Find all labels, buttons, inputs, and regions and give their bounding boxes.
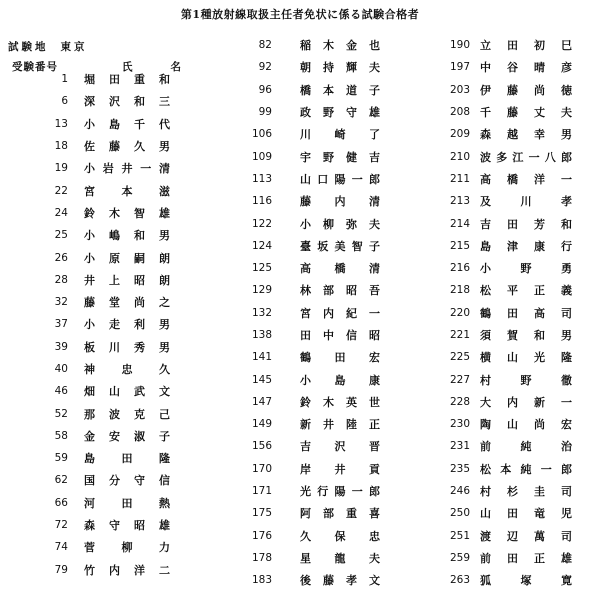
candidate-name: 政野守雄	[300, 106, 380, 120]
candidate-name: 小島千代	[84, 117, 170, 131]
exam-number: 147	[251, 395, 272, 408]
result-row	[448, 101, 572, 123]
exam-site-value: 東京	[60, 41, 88, 53]
candidate-name: 吉沢晋	[300, 440, 380, 454]
candidate-name: 波多江一八郎	[480, 150, 572, 164]
exam-number: 116	[251, 195, 272, 208]
result-row	[448, 145, 572, 167]
result-row	[250, 145, 380, 167]
exam-number: 141	[251, 351, 272, 364]
candidate-name: 陶山尚宏	[480, 418, 572, 432]
exam-number: 46	[54, 385, 68, 398]
exam-number: 66	[54, 496, 68, 509]
result-row	[0, 246, 170, 268]
exam-number: 221	[449, 329, 470, 341]
result-row	[250, 324, 380, 346]
exam-number: 1	[61, 73, 68, 86]
candidate-name: 金安淑子	[84, 429, 170, 443]
exam-number: 99	[258, 106, 272, 119]
exam-number: 263	[449, 574, 470, 587]
result-row	[250, 413, 380, 435]
candidate-name: 朝持輝夫	[300, 61, 380, 75]
candidate-name: 島田隆	[84, 452, 170, 466]
candidate-name: 深沢和三	[84, 95, 170, 109]
candidate-name: 前田正雄	[480, 551, 572, 565]
exam-number: 24	[54, 206, 68, 219]
result-row	[0, 291, 170, 313]
result-row	[250, 235, 380, 257]
exam-number: 19	[54, 162, 68, 175]
exam-number: 209	[449, 128, 470, 141]
exam-number: 176	[251, 529, 272, 542]
candidate-name: 国分守信	[84, 474, 170, 488]
candidate-name: 宮内紀一	[300, 306, 380, 320]
result-row	[0, 380, 170, 402]
candidate-name: 臺坂美智子	[300, 239, 380, 253]
candidate-name: 村杉圭司	[480, 485, 572, 499]
candidate-name: 前純治	[480, 440, 572, 454]
result-row	[448, 569, 572, 591]
candidate-name: 星龍夫	[300, 551, 380, 565]
candidate-name: 宇野健吉	[300, 150, 380, 164]
candidate-name: 畑山武文	[84, 385, 170, 399]
result-row	[250, 302, 380, 324]
candidate-name: 小走利男	[84, 318, 170, 332]
result-row	[0, 202, 170, 224]
result-row	[448, 525, 572, 547]
exam-number: 227	[449, 373, 470, 386]
result-row	[0, 469, 170, 491]
result-row	[0, 157, 170, 179]
result-row	[250, 525, 380, 547]
result-row	[448, 168, 572, 190]
exam-number: 52	[54, 407, 68, 420]
result-row	[448, 212, 572, 234]
candidate-name: 小嶋和男	[84, 229, 170, 243]
exam-number: 28	[54, 273, 68, 286]
candidate-name: 及川孝	[480, 195, 572, 209]
name-header: 氏名	[122, 61, 219, 73]
candidate-name: 阿部重喜	[300, 507, 380, 521]
exam-number: 213	[449, 195, 470, 208]
exam-number: 13	[54, 117, 68, 130]
exam-number: 72	[54, 519, 68, 532]
candidate-name: 小柳弥夫	[300, 217, 380, 231]
result-row	[448, 324, 572, 346]
candidate-name: 小原嗣朗	[84, 251, 170, 265]
candidate-name: 林部昭吾	[300, 284, 380, 298]
result-row	[250, 34, 380, 56]
candidate-name: 稲木金也	[300, 39, 380, 53]
candidate-name: 川崎了	[300, 128, 380, 142]
exam-number: 171	[251, 485, 272, 498]
result-row	[0, 135, 170, 157]
result-row	[448, 547, 572, 569]
exam-number: 96	[258, 83, 272, 96]
result-row	[0, 336, 170, 358]
result-row	[250, 257, 380, 279]
result-row	[0, 269, 170, 291]
exam-number: 203	[449, 83, 470, 96]
exam-number: 39	[54, 340, 68, 353]
result-row	[0, 447, 170, 469]
candidate-name: 井上昭朗	[84, 273, 170, 287]
exam-number: 156	[251, 440, 272, 453]
exam-number: 190	[449, 39, 470, 52]
result-row	[250, 123, 380, 145]
result-row	[250, 279, 380, 301]
result-row	[250, 480, 380, 502]
candidate-name: 横山光隆	[480, 351, 572, 365]
candidate-name: 高橋清	[300, 262, 380, 276]
page-title: 第1種放射線取扱主任者免状に係る試験合格者	[180, 8, 420, 21]
candidate-name: 吉田芳和	[480, 217, 572, 231]
candidate-name: 田中信昭	[300, 329, 380, 342]
exam-number: 211	[449, 172, 470, 185]
candidate-name: 渡辺萬司	[480, 529, 572, 543]
result-row	[250, 79, 380, 101]
result-row	[0, 514, 170, 536]
result-row	[250, 212, 380, 234]
candidate-name: 堀田重和	[84, 73, 170, 87]
exam-number: 113	[251, 172, 272, 185]
candidate-name: 山田竜児	[480, 507, 572, 521]
result-row	[250, 435, 380, 457]
candidate-name: 宮本滋	[84, 184, 170, 198]
candidate-name: 大内新一	[480, 395, 572, 409]
exam-number: 32	[54, 296, 68, 309]
exam-number: 231	[449, 440, 470, 453]
results-column-2	[250, 34, 380, 591]
candidate-name: 村野徹	[480, 373, 572, 387]
candidate-name: 光行陽一郎	[300, 485, 380, 499]
exam-number: 220	[449, 306, 470, 319]
result-row	[0, 90, 170, 112]
exam-number: 74	[54, 541, 68, 554]
candidate-name: 小島康	[300, 373, 380, 387]
result-row	[250, 346, 380, 368]
exam-number: 6	[61, 95, 68, 108]
candidate-name: 神忠久	[84, 363, 170, 376]
candidate-name: 鶴田高司	[480, 306, 572, 320]
result-row	[0, 68, 170, 90]
exam-number: 37	[54, 318, 68, 331]
candidate-name: 河田熱	[84, 496, 170, 510]
result-row	[448, 123, 572, 145]
result-row	[448, 79, 572, 101]
candidate-name: 中谷晴彦	[480, 61, 572, 75]
exam-number: 138	[251, 329, 272, 341]
candidate-name: 菅柳力	[84, 541, 170, 555]
exam-number: 18	[54, 140, 68, 153]
results-column-3	[448, 34, 572, 591]
exam-number: 26	[54, 251, 68, 264]
exam-number: 106	[251, 128, 272, 141]
exam-number: 92	[258, 61, 272, 74]
exam-number: 58	[54, 429, 68, 442]
exam-number: 149	[251, 418, 272, 431]
candidate-name: 那波克己	[84, 407, 170, 421]
result-row	[448, 34, 572, 56]
result-row	[0, 113, 170, 135]
exam-number: 215	[449, 239, 470, 252]
result-row	[448, 190, 572, 212]
candidate-name: 鈴木英世	[300, 395, 380, 409]
result-row	[250, 502, 380, 524]
exam-number: 197	[449, 61, 470, 74]
exam-number: 79	[54, 563, 68, 576]
result-row	[250, 547, 380, 569]
exam-site-row	[8, 39, 88, 54]
result-row	[448, 279, 572, 301]
exam-number: 216	[449, 262, 470, 275]
exam-number: 122	[251, 217, 272, 230]
exam-number: 175	[251, 507, 272, 520]
exam-number: 109	[251, 150, 272, 163]
exam-number: 214	[449, 217, 470, 230]
exam-number: 210	[449, 150, 470, 163]
exam-number: 259	[449, 551, 470, 564]
result-row	[250, 190, 380, 212]
candidate-name: 山口陽一郎	[300, 172, 380, 186]
candidate-name: 鶴田宏	[300, 351, 380, 365]
exam-number: 225	[449, 351, 470, 364]
candidate-name: 森守昭雄	[84, 519, 170, 533]
candidate-name: 久保忠	[300, 529, 380, 543]
result-row	[250, 458, 380, 480]
exam-number: 124	[251, 239, 272, 252]
result-row	[448, 56, 572, 78]
candidate-name: 小岩井一清	[84, 162, 170, 176]
exam-site-label: 試験地	[8, 41, 49, 53]
result-row	[250, 391, 380, 413]
result-row	[0, 425, 170, 447]
candidate-name: 松平正義	[480, 284, 572, 298]
result-row	[448, 502, 572, 524]
exam-number: 250	[449, 507, 470, 520]
result-row	[448, 391, 572, 413]
candidate-name: 高橋洋一	[480, 172, 572, 186]
candidate-name: 鈴木智雄	[84, 206, 170, 220]
candidate-name: 竹内洋二	[84, 563, 170, 577]
result-row	[250, 56, 380, 78]
exam-number: 170	[251, 462, 272, 475]
exam-number: 145	[251, 373, 272, 386]
result-row	[250, 368, 380, 390]
result-row	[0, 559, 170, 581]
exam-number: 129	[251, 284, 272, 297]
exam-number: 40	[54, 363, 68, 375]
result-row	[0, 179, 170, 201]
exam-number: 178	[251, 551, 272, 564]
candidate-name: 千藤丈夫	[480, 106, 572, 120]
result-row	[448, 302, 572, 324]
candidate-name: 立田初巳	[480, 39, 572, 53]
candidate-name: 佐藤久男	[84, 140, 170, 154]
exam-number: 59	[54, 452, 68, 465]
result-row	[0, 402, 170, 424]
result-row	[250, 168, 380, 190]
exam-number: 25	[54, 229, 68, 242]
candidate-name: 松本純一郎	[480, 462, 572, 476]
exam-number: 132	[251, 306, 272, 319]
result-row	[448, 480, 572, 502]
exam-number: 62	[54, 474, 68, 487]
candidate-name: 島津康行	[480, 239, 572, 253]
candidate-name: 後藤孝文	[300, 574, 380, 588]
candidate-name: 須賀和男	[480, 329, 572, 342]
result-row	[448, 368, 572, 390]
exam-number: 125	[251, 262, 272, 275]
exam-number: 22	[54, 184, 68, 197]
result-row	[0, 492, 170, 514]
result-row	[0, 224, 170, 246]
candidate-name: 小野勇	[480, 262, 572, 276]
result-row	[448, 458, 572, 480]
exam-number: 183	[251, 574, 272, 587]
exam-number: 246	[449, 485, 470, 498]
candidate-name: 新井陸正	[300, 418, 380, 432]
candidate-name: 森越幸男	[480, 128, 572, 142]
result-row	[250, 101, 380, 123]
exam-number: 251	[449, 529, 470, 542]
result-row	[448, 413, 572, 435]
candidate-name: 板川秀男	[84, 340, 170, 354]
candidate-name: 岸井貢	[300, 462, 380, 476]
exam-number: 82	[258, 39, 272, 52]
result-row	[250, 569, 380, 591]
result-row	[0, 313, 170, 335]
result-row	[448, 235, 572, 257]
exam-number-header: 受験番号	[12, 61, 58, 73]
exam-number: 208	[449, 106, 470, 119]
result-row	[448, 435, 572, 457]
exam-number: 230	[449, 418, 470, 431]
exam-number: 228	[449, 395, 470, 408]
result-row	[0, 358, 170, 380]
candidate-name: 狐塚寛	[480, 574, 572, 588]
result-row	[448, 257, 572, 279]
result-row	[0, 536, 170, 558]
result-row	[448, 346, 572, 368]
exam-number: 235	[449, 462, 470, 475]
candidate-name: 伊藤尚徳	[480, 83, 572, 97]
candidate-name: 藤内清	[300, 195, 380, 209]
candidate-name: 藤堂尚之	[84, 296, 170, 310]
candidate-name: 橋本道子	[300, 83, 380, 97]
exam-number: 218	[449, 284, 470, 297]
